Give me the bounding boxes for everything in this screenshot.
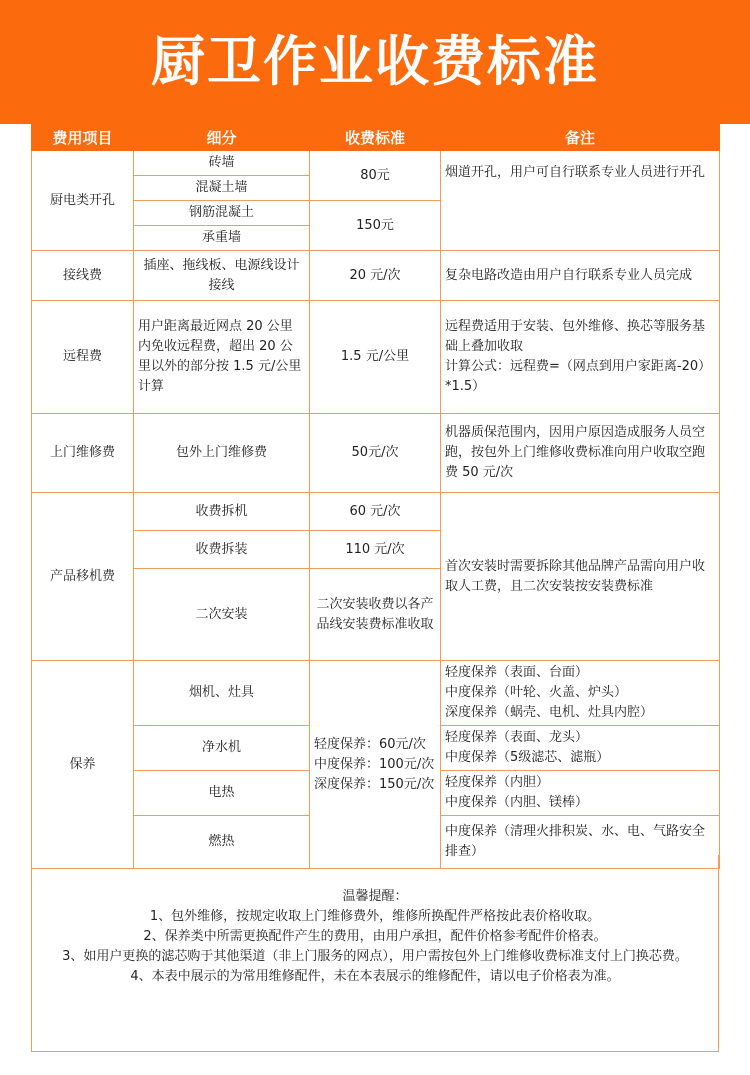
cell-price [310, 661, 441, 869]
cell-price: 1.5 元/公里 [310, 301, 441, 414]
cell-remark: 烟道开孔，用户可自行联系专业人员进行开孔 [441, 151, 720, 251]
cell-item: 保养 [32, 661, 134, 869]
cell-item: 厨电类开孔 [32, 151, 134, 251]
notice-box [31, 855, 719, 1052]
cell-item: 产品移机费 [32, 493, 134, 661]
remark-line: 轻度保养（表面、台面） [445, 665, 589, 680]
notice-line: 1、包外维修，按规定收取上门维修费外，维修所换配件严格按此表价格收取。 [149, 909, 601, 924]
notice-line: 4、本表中展示的为常用维修配件，未在本表展示的维修配件，请以电子价格表为准。 [130, 969, 620, 984]
header-remark: 备注 [441, 125, 720, 151]
cell-price: 110 元/次 [310, 531, 441, 569]
header-price: 收费标准 [310, 125, 441, 151]
fee-table [31, 124, 720, 869]
notice-line: 2、保养类中所需更换配件产生的费用，由用户承担，配件价格参考配件价格表。 [143, 929, 607, 944]
cell-sub: 包外上门维修费 [134, 414, 310, 493]
cell-sub: 净水机 [134, 726, 310, 771]
cell-price: 50元/次 [310, 414, 441, 493]
table-row [32, 661, 720, 726]
remark-line: 中度保养（叶轮、火盖、炉头） [445, 685, 628, 700]
page-title: 厨卫作业收费标准 [0, 0, 750, 124]
remark-line: 计算公式：远程费=（网点到用户家距离-20）*1.5） [445, 359, 712, 394]
cell-sub: 收费拆装 [134, 531, 310, 569]
cell-remark: 中度保养（清理火排积炭、水、电、气路安全排查） [441, 816, 720, 869]
cell-remark [441, 661, 720, 726]
header-subdivision: 细分 [134, 125, 310, 151]
cell-sub: 烟机、灶具 [134, 661, 310, 726]
cell-price: 二次安装收费以各产品线安装费标准收取 [310, 569, 441, 661]
cell-item: 远程费 [32, 301, 134, 414]
notice-line: 3、如用户更换的滤芯购于其他渠道（非上门服务的网点），用户需按包外上门维修收费标准支付上门换芯费。 [62, 949, 688, 964]
table-row [32, 414, 720, 493]
remark-line: 深度保养（蜗壳、电机、灶具内腔） [445, 705, 654, 720]
cell-sub: 用户距离最近网点 20 公里内免收远程费，超出 20 公里以外的部分按 1.5 元/公里计算 [134, 301, 310, 414]
table-header-row [32, 125, 720, 151]
cell-price: 150元 [310, 201, 441, 251]
cell-sub: 收费拆机 [134, 493, 310, 531]
price-line: 轻度保养：60元/次 [314, 736, 426, 752]
cell-item: 接线费 [32, 251, 134, 301]
table-row [32, 151, 720, 176]
cell-sub: 承重墙 [134, 226, 310, 251]
cell-sub: 电热 [134, 771, 310, 816]
cell-sub: 混凝土墙 [134, 176, 310, 201]
cell-price: 60 元/次 [310, 493, 441, 531]
remark-line: 远程费适用于安装、包外维修、换芯等服务基础上叠加收取 [445, 319, 706, 354]
cell-remark: 复杂电路改造由用户自行联系专业人员完成 [441, 251, 720, 301]
cell-remark [441, 726, 720, 771]
table-row [32, 301, 720, 414]
cell-sub: 燃热 [134, 816, 310, 869]
cell-price: 80元 [310, 151, 441, 201]
table-row [32, 251, 720, 301]
cell-sub: 插座、拖线板、电源线设计接线 [134, 251, 310, 301]
cell-remark: 机器质保范围内，因用户原因造成服务人员空跑，按包外上门维修收费标准向用户收取空跑费 50 元/次 [441, 414, 720, 493]
cell-sub: 钢筋混凝土 [134, 201, 310, 226]
notice-heading: 温馨提醒： [342, 889, 408, 904]
remark-line: 轻度保养（内胆） [445, 775, 550, 790]
cell-remark [441, 301, 720, 414]
remark-line: 中度保养（内胆、镁棒） [445, 795, 589, 810]
cell-sub: 砖墙 [134, 151, 310, 176]
cell-sub: 二次安装 [134, 569, 310, 661]
remark-line: 中度保养（5级滤芯、滤瓶） [445, 750, 610, 765]
cell-remark: 首次安装时需要拆除其他品牌产品需向用户收取人工费，且二次安装按安装费标准 [441, 493, 720, 661]
cell-price: 20 元/次 [310, 251, 441, 301]
price-line: 深度保养：150元/次 [314, 776, 435, 792]
table-row [32, 493, 720, 531]
price-line: 中度保养：100元/次 [314, 756, 435, 772]
remark-line: 轻度保养（表面、龙头） [445, 730, 589, 745]
cell-remark [441, 771, 720, 816]
cell-item: 上门维修费 [32, 414, 134, 493]
header-fee-item: 费用项目 [32, 125, 134, 151]
